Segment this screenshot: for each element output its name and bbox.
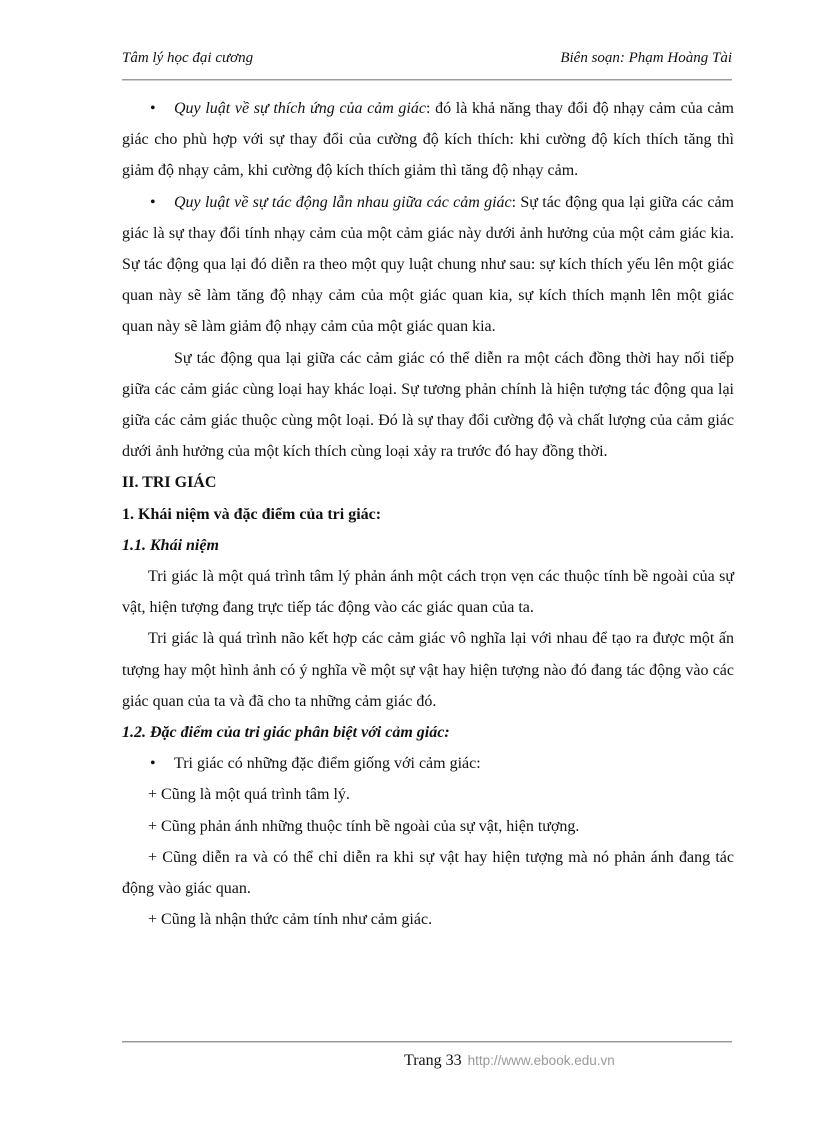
subsubsection-heading-features: 1.2. Đặc điểm của tri giác phân biệt với cảm giác:: [122, 724, 450, 742]
paragraph-definition-2: Tri giác là quá trình não kết hợp các cảm giác vô nghĩa lại với nhau để tạo ra được một ấn tượng hay một hình ảnh có ý nghĩa về một sự vật hay hiện tượng nào đó đang tác động vào các giác quan của ta và đã cho ta những cảm giác đó.: [122, 630, 734, 710]
page-footer: [404, 1052, 615, 1070]
bullet-icon: •: [150, 193, 156, 211]
paragraph-similarities: [122, 748, 734, 779]
page-body: [122, 93, 734, 935]
subsection-heading: 1. Khái niệm và đặc điểm của tri giác:: [122, 505, 382, 523]
header-author: Biên soạn: Phạm Hoàng Tài: [560, 50, 732, 66]
term-interaction-law: Quy luật về sự tác động lẫn nhau giữa các cảm giác: [174, 193, 512, 211]
paragraph-text: : đó là khả năng thay đổi độ nhạy cảm của cảm giác cho phù hợp với sự thay đổi của cường độ kích thích: khi cường độ kích thích tăng thì giảm độ nhạy cảm, khi cường độ kích thích giảm thì tăng độ nhạy cảm.: [122, 100, 734, 180]
bullet-icon: •: [150, 100, 156, 117]
list-item: + Cũng phản ánh những thuộc tính bề ngoài của sự vật, hiện tượng.: [148, 817, 580, 835]
paragraph-adaptation-law: [122, 93, 734, 187]
bullet-icon: •: [150, 755, 156, 773]
list-item: + Cũng là nhận thức cảm tính như cảm giác.: [148, 911, 433, 929]
footer-divider: [122, 1041, 732, 1043]
header-title: Tâm lý học đại cương: [122, 50, 254, 66]
page-number: Trang 33: [404, 1052, 462, 1069]
subsubsection-heading-concept: 1.1. Khái niệm: [122, 536, 219, 554]
paragraph-text: : Sự tác động qua lại giữa các cảm giác là sự thay đổi tính nhạy cảm của một cảm giác này dưới ảnh hưởng của một cảm giác kia. Sự tác động qua lại đó diễn ra theo một quy luật chung như sau: sự kích thích yếu lên một giác quan này sẽ làm tăng độ nhạy cảm của một giác quan kia, sự kích thích mạnh lên một giác quan này sẽ làm giảm độ nhạy cảm của một giác quan kia.: [122, 193, 734, 336]
header-divider: [122, 79, 732, 81]
footer-url-link[interactable]: http://www.ebook.edu.vn: [467, 1053, 615, 1068]
paragraph-definition-1: Tri giác là một quá trình tâm lý phản ánh một cách trọn vẹn các thuộc tính bề ngoài của sự vật, hiện tượng đang trực tiếp tác động vào các giác quan của ta.: [122, 568, 734, 617]
paragraph-text: Tri giác có những đặc điểm giống với cảm giác:: [174, 755, 481, 773]
paragraph-interaction-law: [122, 187, 734, 343]
list-item: + Cũng là một quá trình tâm lý.: [148, 786, 350, 804]
section-heading-perception: II. TRI GIÁC: [122, 474, 217, 492]
paragraph-contrast: Sự tác động qua lại giữa các cảm giác có thể diễn ra một cách đồng thời hay nối tiếp giữa các cảm giác cùng loại hay khác loại. Sự tương phản chính là hiện tượng tác động qua lại giữa các cảm giác thuộc cùng một loại. Đó là sự thay đổi cường độ và chất lượng của cảm giác dưới ảnh hưởng của một kích thích cùng loại xảy ra trước đó hay đồng thời.: [122, 349, 734, 461]
term-adaptation-law: Quy luật về sự thích ứng của cảm giác: [174, 100, 426, 117]
list-item: + Cũng diễn ra và có thể chỉ diễn ra khi sự vật hay hiện tượng mà nó phản ánh đang tác động vào giác quan.: [122, 848, 734, 898]
